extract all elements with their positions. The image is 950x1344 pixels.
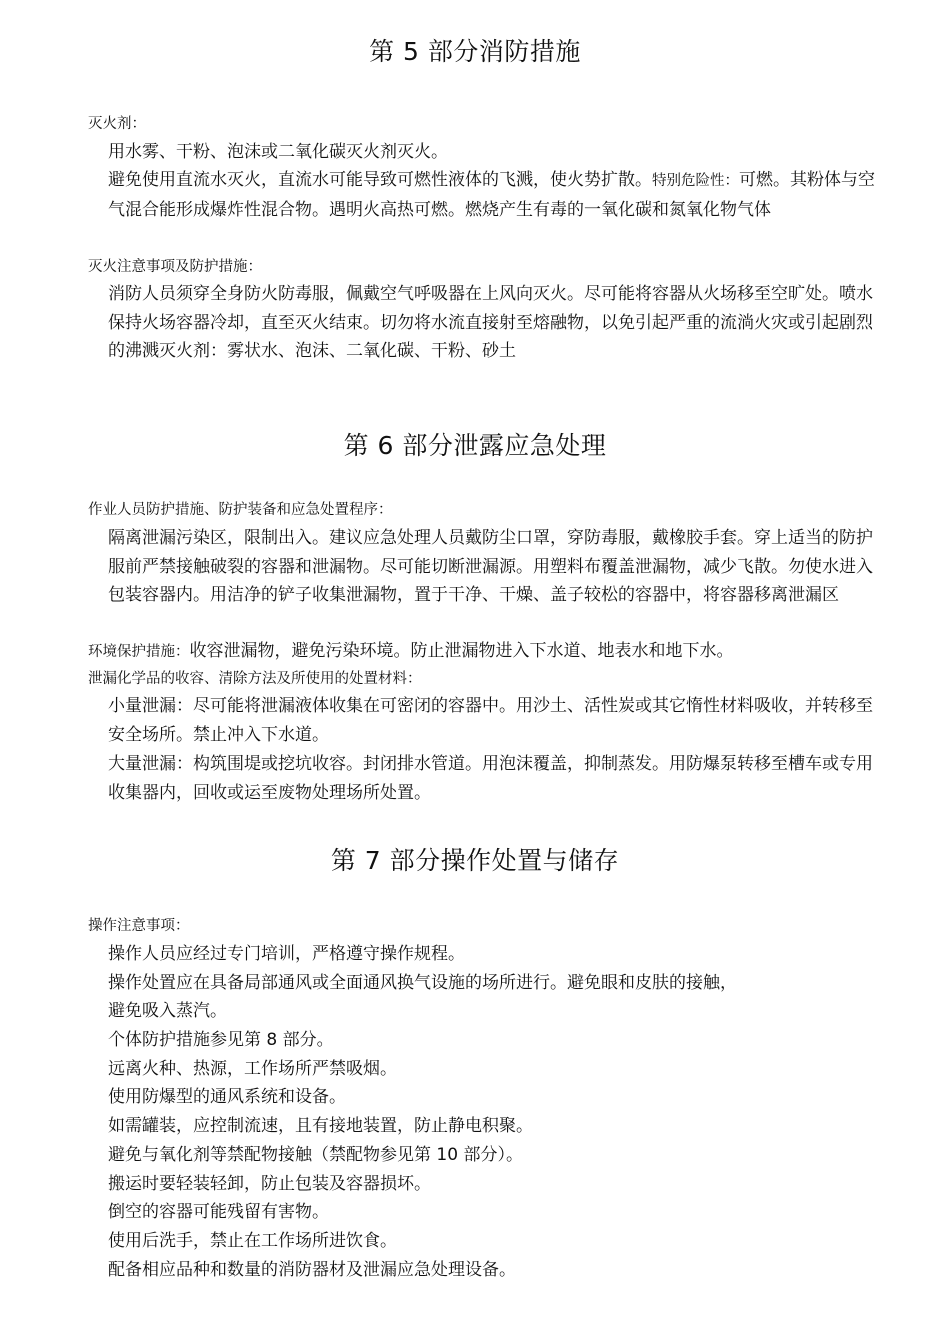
firefighting-precaution-label: 灭火注意事项及防护措施：: [88, 259, 262, 275]
environment-protection-label: 环境保护措施：: [88, 644, 190, 660]
environment-protection-row: [88, 637, 734, 667]
handling-item: 避免吸入蒸汽。: [108, 1001, 227, 1021]
handling-item: 避免与氧化剂等禁配物接触（禁配物参见第 10 部分）。: [108, 1145, 523, 1165]
personnel-protection-text: 隔离泄漏污染区，限制出入。建议应急处理人员戴防尘口罩，穿防毒服，戴橡胶手套。穿上适当的防护服前严禁接触破裂的容器和泄漏物。尽可能切断泄漏源。用塑料布覆盖泄漏物，减少飞散。勿使水进入包装容器内。用洁净的铲子收集泄漏物，置于干净、干燥、盖子较松的容器中，将容器移离泄漏区: [108, 528, 873, 605]
extinguishing-agent-line-1: 用水雾、干粉、泡沫或二氧化碳灭火剂灭火。: [108, 142, 448, 162]
handling-item: 操作处置应在具备局部通风或全面通风换气设施的场所进行。避免眼和皮肤的接触，: [108, 973, 737, 993]
special-hazard-label: 特别危险性：: [652, 173, 739, 189]
handling-item: 个体防护措施参见第 8 部分。: [108, 1030, 334, 1050]
handling-item: 搬运时要轻装轻卸，防止包装及容器损坏。: [108, 1174, 431, 1194]
special-hazard-text: 可燃。其粉体与空气混合能形成爆炸性混合物。遇明火高热可燃。燃烧产生有毒的一氧化碳和氮氧化物气体: [108, 170, 875, 220]
handling-item: 操作人员应经过专门培训，严格遵守操作规程。: [108, 944, 465, 964]
handling-item: 使用后洗手，禁止在工作场所进饮食。: [108, 1231, 397, 1251]
section-6-title: 第 6 部分泄露应急处理: [343, 431, 607, 460]
extinguishing-agent-label: 灭火剂：: [88, 116, 146, 132]
handling-item: 配备相应品种和数量的消防器材及泄漏应急处理设备。: [108, 1260, 516, 1280]
handling-item: 倒空的容器可能残留有害物。: [108, 1202, 329, 1222]
handling-item: 远离火种、热源，工作场所严禁吸烟。: [108, 1059, 397, 1079]
section-7-title: 第 7 部分操作处置与储存: [330, 846, 620, 875]
firefighting-precaution-text: 消防人员须穿全身防火防毒服，佩戴空气呼吸器在上风向灭火。尽可能将容器从火场移至空旷处。喷水保持火场容器冷却，直至灭火结束。切勿将水流直接射至熔融物，以免引起严重的流淌火灾或引起剧烈的沸溅灭火剂：雾状水、泡沫、二氧化碳、干粉、砂土: [108, 284, 873, 361]
large-spill-text: 大量泄漏：构筑围堤或挖坑收容。封闭排水管道。用泡沫覆盖，抑制蒸发。用防爆泵转移至槽车或专用收集器内，回收或运至废物处理场所处置。: [108, 754, 873, 803]
environment-protection-text: 收容泄漏物，避免污染环境。防止泄漏物进入下水道、地表水和地下水。: [189, 641, 734, 661]
spill-disposal-label: 泄漏化学品的收容、清除方法及所使用的处置材料：: [88, 671, 422, 687]
handling-item: 如需罐装，应控制流速，且有接地装置，防止静电积聚。: [108, 1116, 533, 1136]
handling-item: 使用防爆型的通风系统和设备。: [108, 1087, 346, 1107]
handling-precaution-label: 操作注意事项：: [88, 918, 190, 934]
extinguishing-agent-line-2: 避免使用直流水灭火，直流水可能导致可燃性液体的飞溅，使火势扩散。: [108, 170, 652, 190]
small-spill-text: 小量泄漏：尽可能将泄漏液体收集在可密闭的容器中。用沙土、活性炭或其它惰性材料吸收，并转移至安全场所。禁止冲入下水道。: [108, 696, 873, 745]
extinguishing-hazard-paragraph: [108, 166, 878, 224]
section-5-title: 第 5 部分消防措施: [369, 37, 581, 66]
personnel-protection-label: 作业人员防护措施、防护装备和应急处置程序：: [88, 502, 393, 518]
